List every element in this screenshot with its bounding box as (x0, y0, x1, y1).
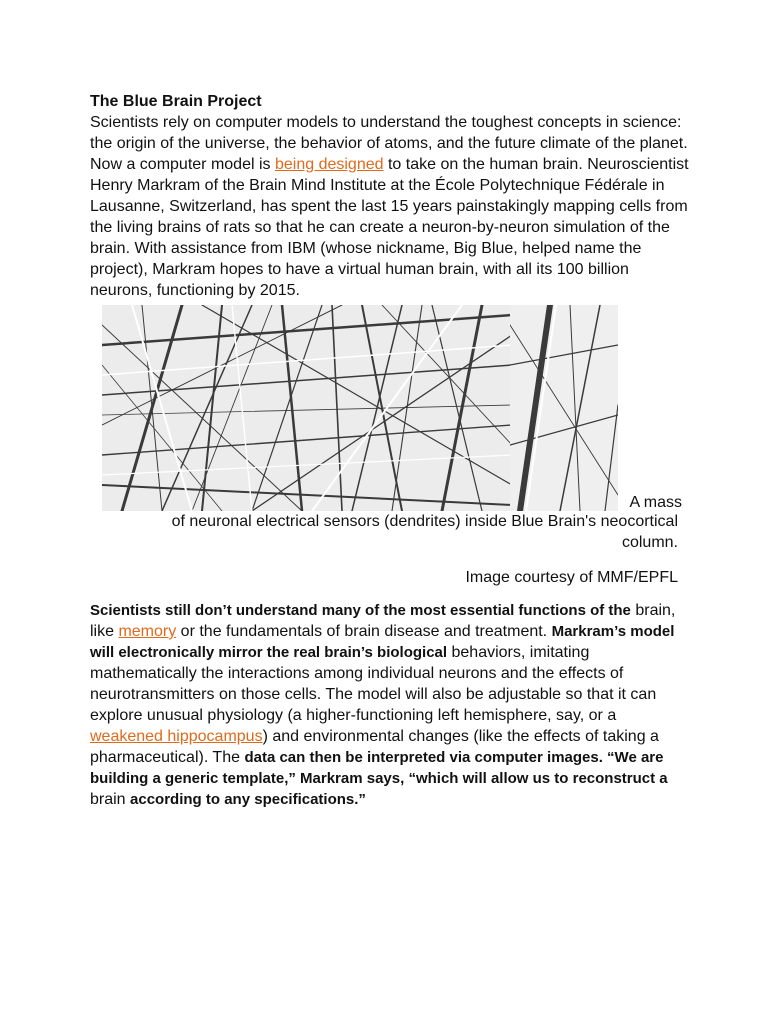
memory-link[interactable]: memory (118, 623, 177, 640)
body-bold-4: according to any specifications.” (130, 791, 366, 808)
dendrite-illustration-left (102, 305, 512, 511)
dendrite-figure (90, 305, 690, 511)
body-text-4: ) and environmental changes (like the effects of taking a pharmaceutical). The (90, 728, 659, 766)
dendrite-illustration-right (510, 305, 618, 511)
intro-paragraph (90, 112, 690, 301)
body-paragraph (90, 600, 690, 810)
being-designed-link[interactable]: being designed (274, 156, 384, 173)
intro-text-2: to take on the human brain. Neuroscientist Henry Markram of the Brain Mind Institute at the École Polytechnique Fédérale in Lausanne, Switzerland, has spent the last 15 years painstakingly mapping cells from the living brains of rats so that he can create a neuron-by-neuron simulation of the brain. With assistance from IBM (whose nickname, Big Blue, helped name the project), Markram hopes to have a virtual human brain, with all its 100 billion neurons, functioning by 2015. (90, 156, 689, 299)
body-text-2: or the fundamentals of brain disease and treatment. (176, 623, 552, 640)
dendrite-image-left (102, 305, 512, 511)
body-text-1: brain, like (90, 602, 676, 640)
intro-text-1: Scientists rely on computer models to understand the toughest concepts in science: the origin of the universe, the behavior of atoms, and the future climate of the planet. Now a computer model is (90, 114, 688, 173)
figure-caption-start: A mass (629, 494, 682, 511)
body-text-5: brain (90, 791, 131, 808)
article-title: The Blue Brain Project (90, 93, 262, 110)
dendrite-image-right (510, 305, 618, 511)
article (90, 92, 690, 810)
image-credit: Image courtesy of MMF/EPFL (465, 569, 678, 586)
body-bold-2: Markram’s model will electronically mirror the real brain’s biological (90, 623, 675, 661)
weakened-hippocampus-link[interactable]: weakened hippocampus (90, 728, 263, 745)
body-text-3: behaviors, imitating mathematically the interactions among individual neurons and the effects of neurotransmitters on those cells. The model will also be adjustable so that it can explore unusual physiology (a higher-functioning left hemisphere, say, or a (90, 644, 657, 724)
body-bold-1: Scientists still don’t understand many of the most essential functions of the (90, 602, 631, 619)
figure-caption: of neuronal electrical sensors (dendrites) inside Blue Brain's neocortical column. (171, 513, 678, 551)
body-bold-3: data can then be interpreted via computer images. “We are building a generic template,” Markram says, “which will allow us to reconstruct a (90, 749, 668, 787)
